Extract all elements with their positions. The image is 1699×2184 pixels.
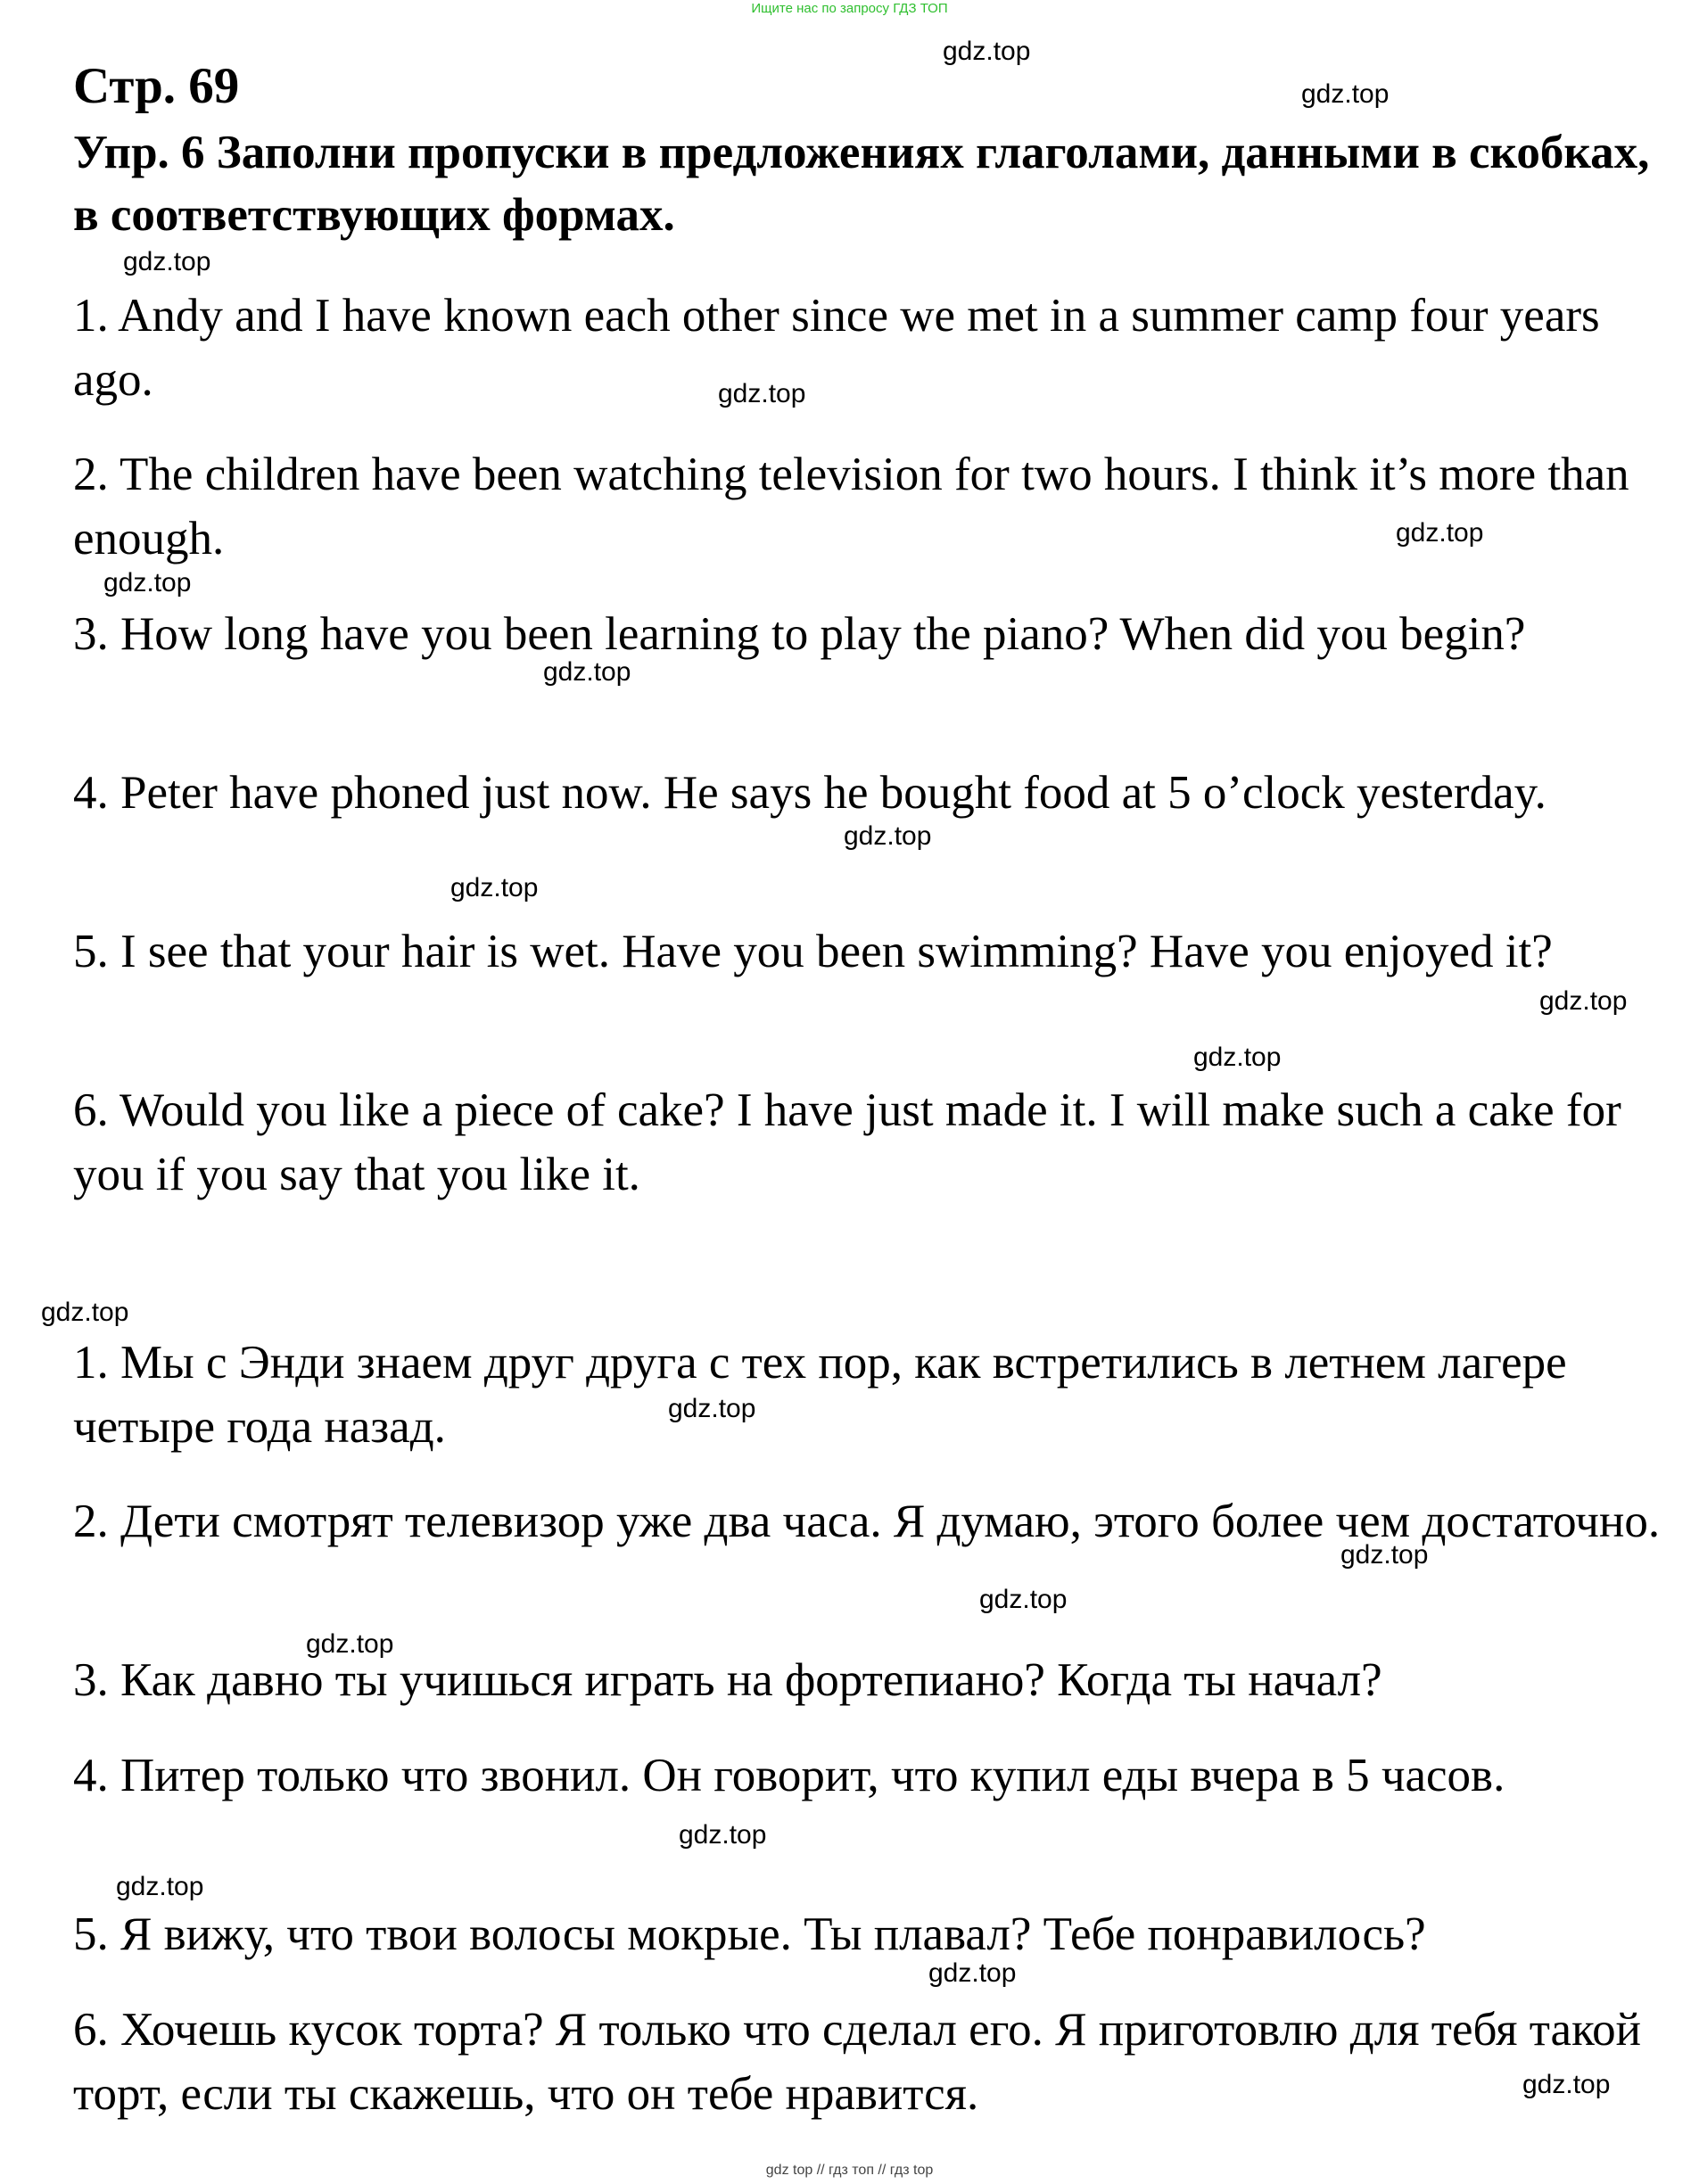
watermark: gdz.top [718,379,806,408]
answer-ru-1: 1. Мы с Энди знаем друг друга с тех пор, как встретились в летнем лагере четыре года назад. [73,1337,1567,1453]
page-title: Стр. 69 [73,58,240,114]
answer-ru-3: 3. Как давно ты учишься играть на фортепиано? Когда ты начал? [73,1654,1382,1706]
watermark: gdz.top [1396,518,1484,548]
watermark: gdz.top [306,1629,394,1659]
watermark: gdz.top [844,821,932,851]
watermark: gdz.top [979,1585,1068,1614]
watermark: gdz.top [668,1394,756,1423]
watermark: gdz.top [450,873,539,902]
answer-en-1: 1. Andy and I have known each other since we met in a summer camp four years ago. [73,290,1600,406]
watermark: gdz.top [41,1298,129,1327]
answer-ru-5: 5. Я вижу, что твои волосы мокрые. Ты плавал? Тебе понравилось? [73,1908,1426,1960]
answer-ru-2: 2. Дети смотрят телевизор уже два часа. Я думаю, этого более чем достаточно. [73,1496,1661,1547]
watermark: gdz.top [103,568,192,598]
watermark: gdz.top [943,37,1031,66]
footer-watermark: gdz top // гдз топ // гдз top [765,2163,934,2178]
answer-en-6: 6. Would you like a piece of cake? I have just made it. I will make such a cake for you if you say that you like it. [73,1084,1621,1200]
answer-ru-4: 4. Питер только что звонил. Он говорит, что купил еды вчера в 5 часов. [73,1750,1505,1801]
answer-en-2: 2. The children have been watching television for two hours. I think it’s more than enough. [73,449,1629,565]
answer-en-3: 3. How long have you been learning to play the piano? When did you begin? [73,608,1526,660]
watermark: gdz.top [1193,1043,1282,1072]
watermark: gdz.top [1539,986,1628,1016]
top-banner: Ищите нас по запросу ГДЗ ТОП [751,1,948,16]
watermark: gdz.top [1340,1540,1429,1570]
answer-en-5: 5. I see that your hair is wet. Have you been swimming? Have you enjoyed it? [73,926,1553,977]
watermark: gdz.top [928,1958,1017,1988]
watermark: gdz.top [1522,2070,1611,2099]
watermark: gdz.top [116,1872,204,1901]
watermark: gdz.top [123,247,211,276]
watermark: gdz.top [1301,79,1390,109]
answer-en-4: 4. Peter have phoned just now. He says he bought food at 5 o’clock yesterday. [73,767,1546,819]
answer-ru-6: 6. Хочешь кусок торта? Я только что сделал его. Я приготовлю для тебя такой торт, если ты скажешь, что он тебе нравится. [73,2004,1642,2120]
task-title: Упр. 6 Заполни пропуски в предложениях глаголами, данными в скобках, в соответствующих формах. [73,127,1650,241]
watermark: gdz.top [543,657,631,687]
watermark: gdz.top [679,1820,767,1850]
